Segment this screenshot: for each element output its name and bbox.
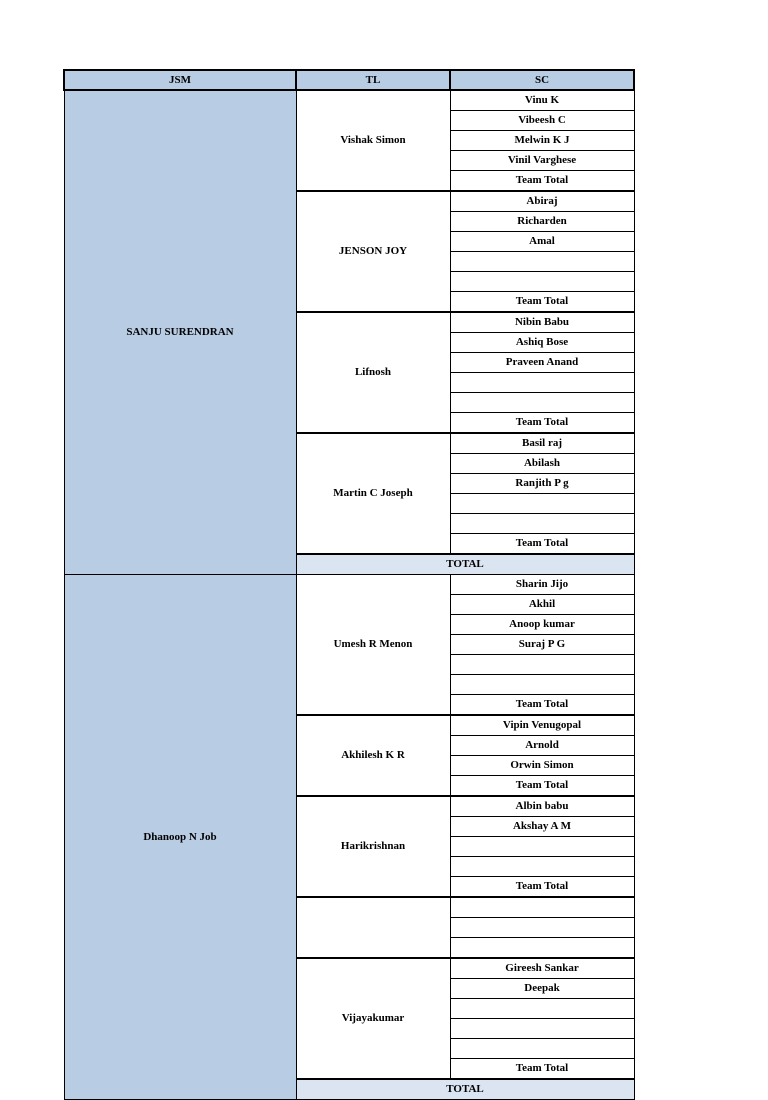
sales-consultant-name (450, 837, 634, 857)
sales-consultant-name: Suraj P G (450, 635, 634, 655)
header-jsm: JSM (64, 70, 296, 90)
team-total-label: Team Total (450, 695, 634, 716)
team-leader-name: Akhilesh K R (296, 715, 450, 796)
team-total-label: Team Total (450, 534, 634, 555)
group-total-label: TOTAL (296, 554, 634, 575)
sales-consultant-name (450, 999, 634, 1019)
sales-consultant-name: Akshay A M (450, 817, 634, 837)
sales-consultant-name: Praveen Anand (450, 353, 634, 373)
sales-consultant-name (450, 272, 634, 292)
team-leader-name: Martin C Joseph (296, 433, 450, 554)
sales-consultant-name (450, 514, 634, 534)
sales-consultant-name: Abiraj (450, 191, 634, 212)
group-total-label: TOTAL (296, 1079, 634, 1100)
sales-consultant-name (450, 675, 634, 695)
sales-consultant-name: Gireesh Sankar (450, 958, 634, 979)
sales-consultant-name: Ashiq Bose (450, 333, 634, 353)
sales-consultant-name (450, 373, 634, 393)
sales-consultant-name (450, 1019, 634, 1039)
sales-consultant-name (450, 655, 634, 675)
header-tl: TL (296, 70, 450, 90)
sales-consultant-name (450, 857, 634, 877)
team-total-label: Team Total (450, 776, 634, 797)
roster-body (64, 90, 634, 1100)
team-leader-name (296, 897, 450, 958)
team-leader-name: Vijayakumar (296, 958, 450, 1079)
header-row (64, 70, 634, 90)
sales-consultant-name: Vipin Venugopal (450, 715, 634, 736)
sales-consultant-name: Anoop kumar (450, 615, 634, 635)
sales-consultant-name (450, 918, 634, 938)
team-leader-name: Umesh R Menon (296, 575, 450, 716)
header-sc: SC (450, 70, 634, 90)
team-total-label: Team Total (450, 171, 634, 192)
sales-consultant-name (450, 938, 634, 959)
team-total-label: Team Total (450, 1059, 634, 1080)
team-total-label: Team Total (450, 292, 634, 313)
sales-consultant-name: Nibin Babu (450, 312, 634, 333)
team-total-label: Team Total (450, 413, 634, 434)
sales-consultant-name (450, 897, 634, 918)
team-total-label: Team Total (450, 877, 634, 898)
sales-consultant-name: Sharin Jijo (450, 575, 634, 595)
team-leader-name: JENSON JOY (296, 191, 450, 312)
table-row (64, 575, 634, 595)
sales-consultant-name: Vibeesh C (450, 111, 634, 131)
sales-consultant-name: Deepak (450, 979, 634, 999)
team-roster-table (63, 69, 635, 1100)
team-leader-name: Harikrishnan (296, 796, 450, 897)
sales-consultant-name: Amal (450, 232, 634, 252)
sales-consultant-name: Vinu K (450, 90, 634, 111)
sales-consultant-name: Richarden (450, 212, 634, 232)
sales-consultant-name: Basil raj (450, 433, 634, 454)
jsm-name: Dhanoop N Job (64, 575, 296, 1100)
sales-consultant-name: Arnold (450, 736, 634, 756)
sales-consultant-name: Abilash (450, 454, 634, 474)
sales-consultant-name (450, 252, 634, 272)
sales-consultant-name: Albin babu (450, 796, 634, 817)
team-leader-name: Vishak Simon (296, 90, 450, 191)
sales-consultant-name (450, 1039, 634, 1059)
team-leader-name: Lifnosh (296, 312, 450, 433)
jsm-name: SANJU SURENDRAN (64, 90, 296, 575)
sales-consultant-name: Orwin Simon (450, 756, 634, 776)
table-row (64, 90, 634, 111)
sales-consultant-name (450, 494, 634, 514)
sales-consultant-name: Akhil (450, 595, 634, 615)
sales-consultant-name: Vinil Varghese (450, 151, 634, 171)
sales-consultant-name: Melwin K J (450, 131, 634, 151)
sales-consultant-name (450, 393, 634, 413)
sales-consultant-name: Ranjith P g (450, 474, 634, 494)
